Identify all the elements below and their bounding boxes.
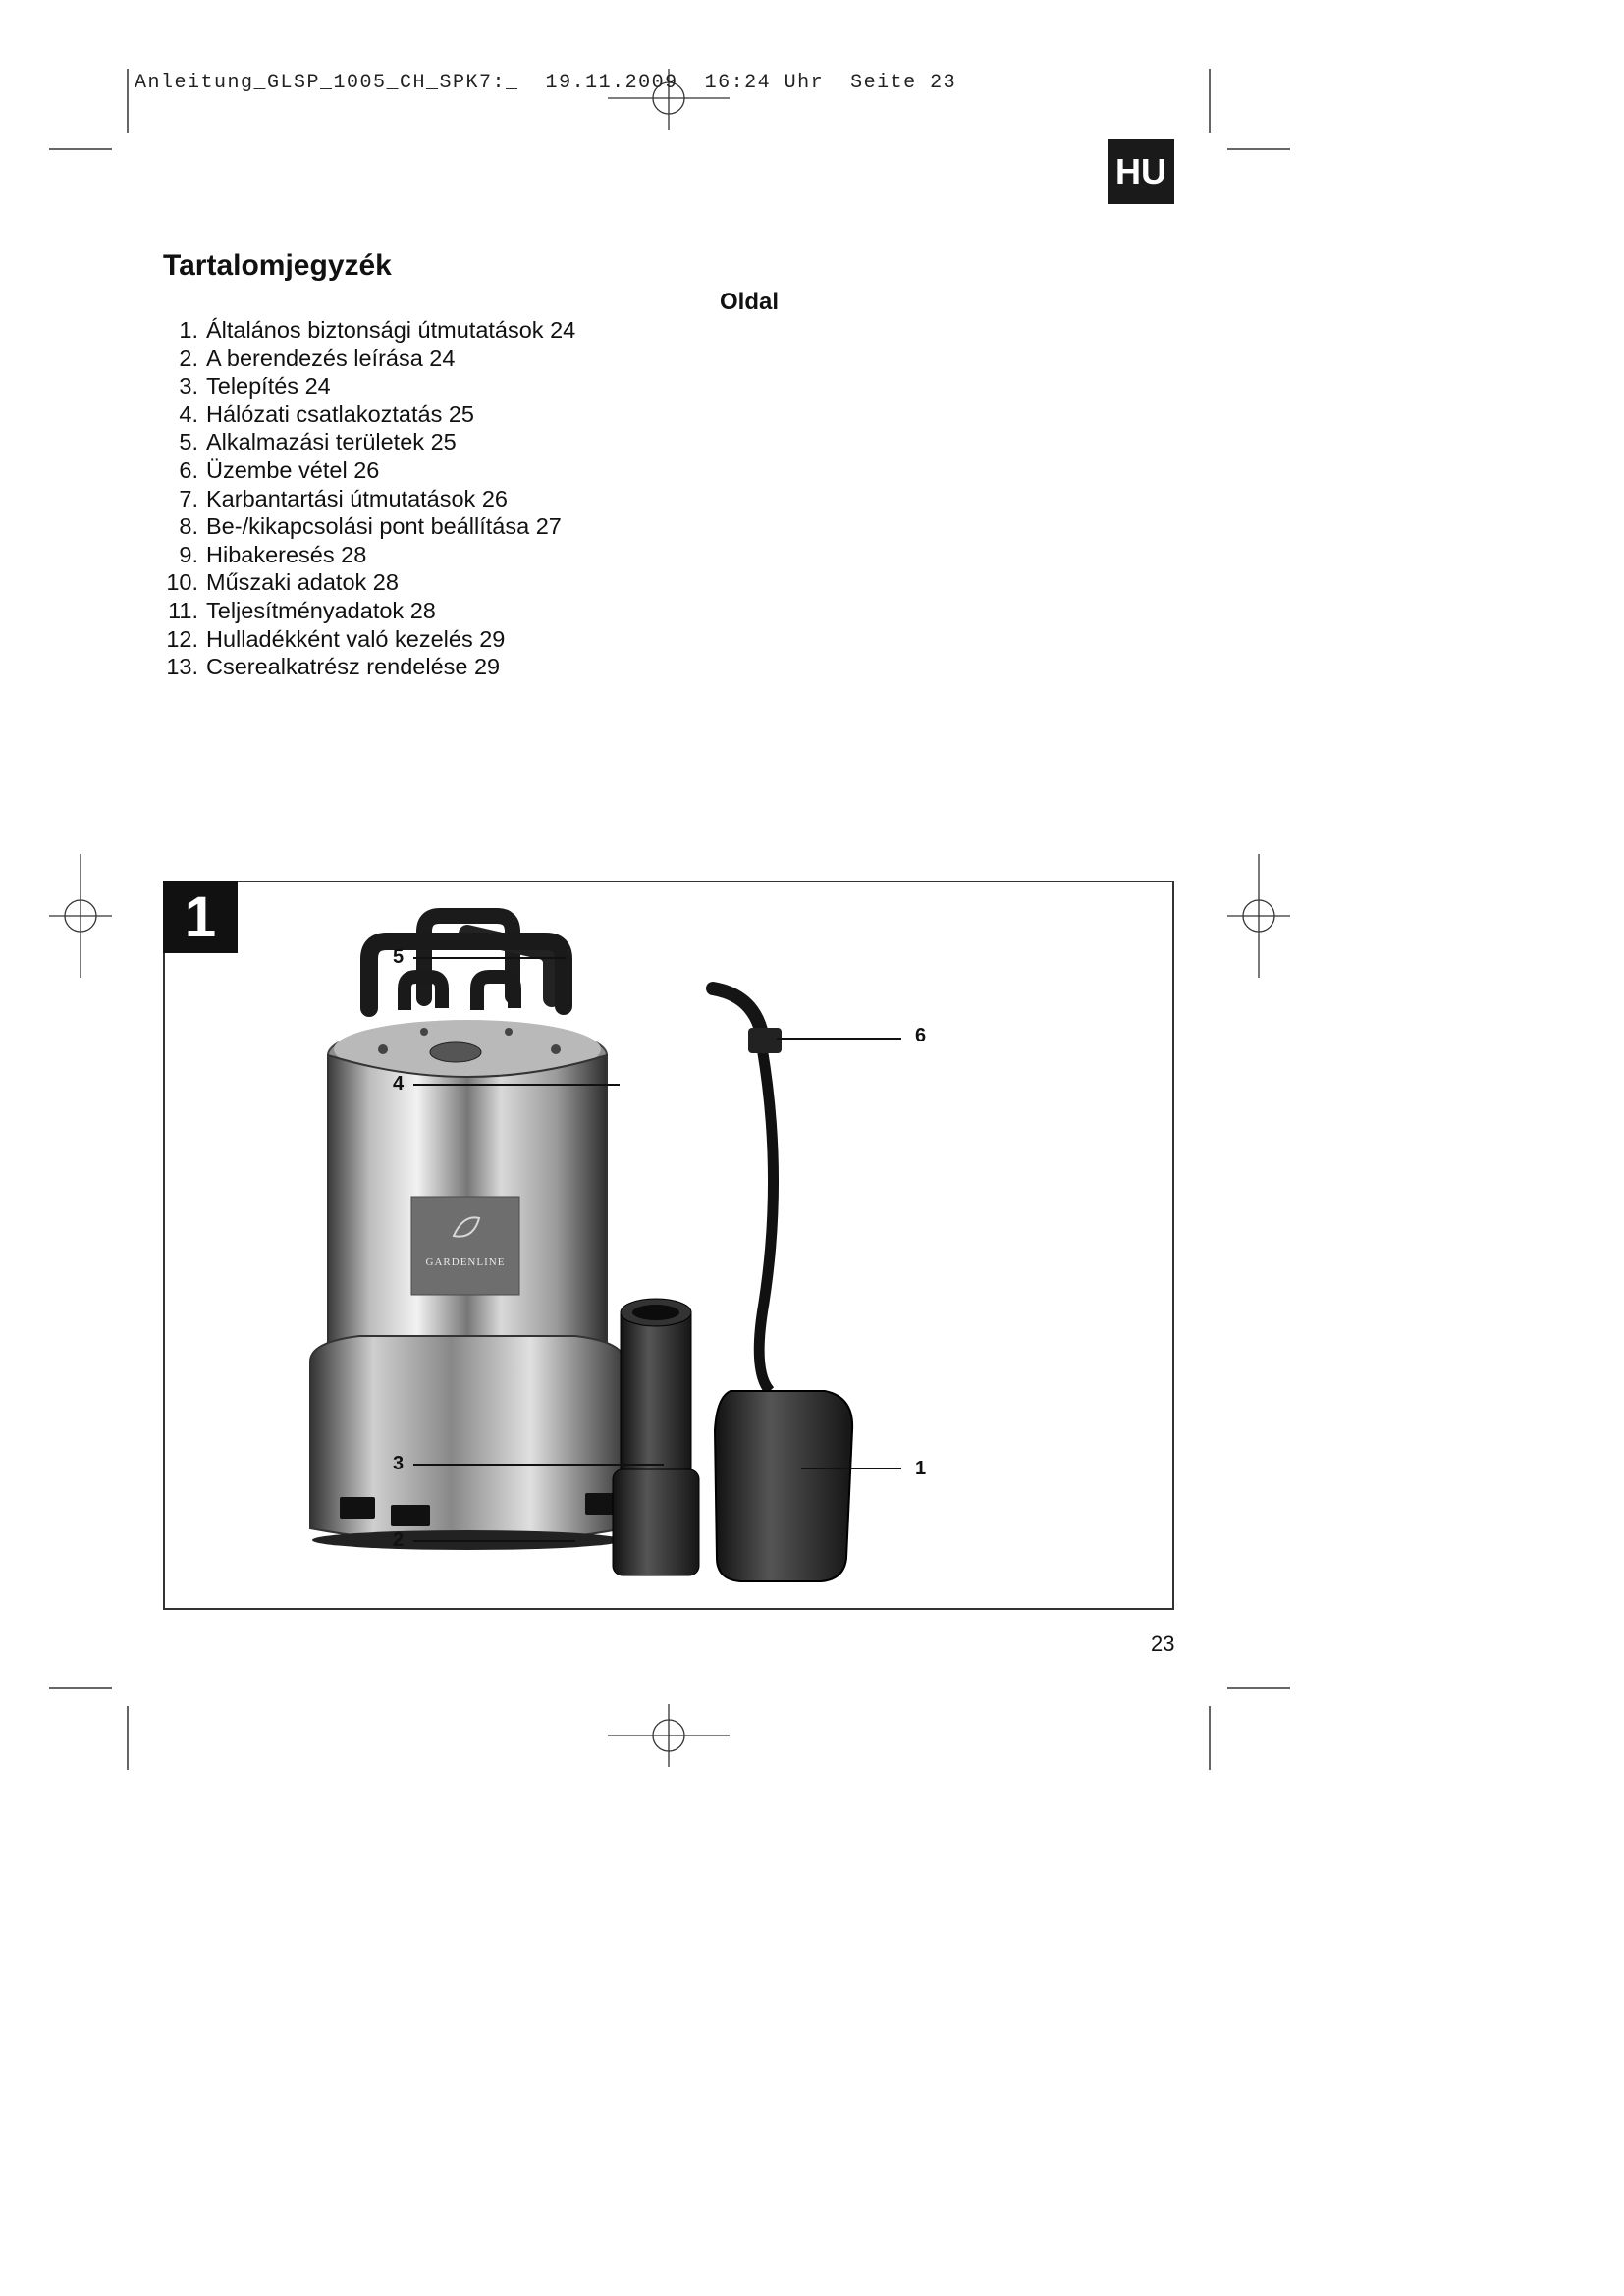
page-column-label: Oldal	[720, 289, 780, 315]
callout-4: 4	[393, 1073, 405, 1095]
page-number: 23	[1151, 1631, 1175, 1656]
svg-text:GARDENLINE: GARDENLINE	[425, 1256, 506, 1268]
toc-item: 1. Általános biztonsági útmutatások 24	[179, 317, 576, 343]
toc-list	[161, 316, 789, 681]
callout-3: 3	[393, 1453, 405, 1474]
language-badge: HU	[1108, 139, 1174, 204]
power-cable	[759, 1047, 773, 1391]
figure-number: 1	[163, 881, 238, 953]
toc-item: 8. Be-/kikapcsolási pont beállítása 27	[179, 513, 562, 540]
print-slug: Anleitung_GLSP_1005_CH_SPK7:_ 19.11.2009 16:24 Uhr Seite 23	[135, 72, 957, 94]
toc-item: 11. Teljesítményadatok 28	[168, 597, 436, 623]
discharge-outlet	[621, 1312, 691, 1479]
top-opening	[430, 1042, 481, 1062]
toc-item: 4. Hálózati csatlakoztatás 25	[179, 400, 475, 427]
toc-item: 3. Telepítés 24	[179, 373, 331, 400]
toc-item: 5. Alkalmazási területek 25	[179, 429, 457, 455]
callout-5: 5	[393, 946, 405, 968]
toc-item: 10. Műszaki adatok 28	[166, 569, 399, 596]
float-switch	[715, 1391, 852, 1581]
registration-mark-bottom	[608, 1704, 730, 1767]
callout-1: 1	[915, 1458, 927, 1479]
toc-item: 6. Üzembe vétel 26	[179, 456, 380, 483]
brand-label	[411, 1197, 519, 1295]
pump-illustration	[163, 881, 1174, 1610]
toc-item: 2. A berendezés leírása 24	[179, 345, 456, 371]
toc-item: 7. Karbantartási útmutatások 26	[179, 485, 508, 511]
registration-mark-left	[49, 854, 112, 978]
toc-item: 13. Cserealkatrész rendelése 29	[166, 654, 501, 680]
toc-item: 12. Hulladékként való kezelés 29	[166, 625, 506, 652]
toc-title: Tartalomjegyzék	[163, 249, 392, 282]
callout-6: 6	[915, 1025, 927, 1046]
toc-item: 9. Hibakeresés 28	[179, 541, 367, 567]
registration-mark-right	[1227, 854, 1290, 978]
callout-2: 2	[393, 1529, 405, 1551]
